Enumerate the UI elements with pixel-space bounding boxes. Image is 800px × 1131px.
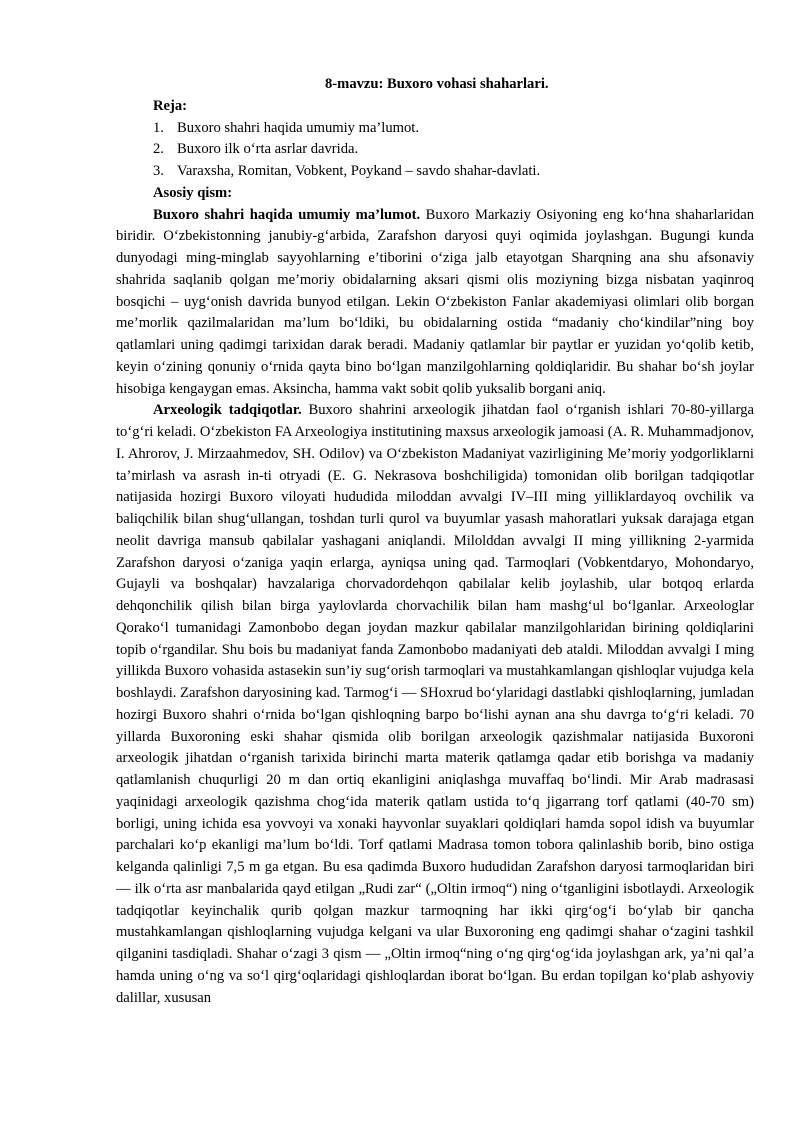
document-page bbox=[116, 74, 754, 1009]
plan-item-number: 2. bbox=[153, 141, 164, 158]
paragraph-archaeology bbox=[116, 400, 754, 1009]
document-title: 8-mavzu: Buxoro vohasi shaharlari. bbox=[325, 76, 549, 92]
plan-item-number: 1. bbox=[153, 119, 164, 136]
paragraph-general-info bbox=[116, 205, 754, 401]
main-section-heading: Asosiy qism: bbox=[153, 184, 233, 201]
plan-list bbox=[116, 118, 754, 183]
plan-heading: Reja: bbox=[153, 97, 188, 114]
paragraph-lead: Arxeologik tadqiqotlar. bbox=[153, 402, 302, 419]
plan-item-number: 3. bbox=[153, 163, 164, 179]
plan-item bbox=[116, 139, 754, 161]
plan-item bbox=[116, 161, 754, 183]
plan-item-text: Buxoro ilk o‘rta asrlar davrida. bbox=[177, 141, 359, 158]
plan-item bbox=[116, 118, 754, 140]
plan-item-text: Buxoro shahri haqida umumiy ma’lumot. bbox=[177, 119, 419, 136]
paragraph-lead: Buxoro shahri haqida umumiy ma’lumot. bbox=[153, 206, 421, 223]
paragraph-body: Buxoro Markaziy Osiyoning eng ko‘hna shaharlaridan biridir. O‘zbekistonning janubiy-g‘arbida, Zarafshon daryosi quyi oqimida joylashgan. Bugungi kunda dunyodagi ming-minglab sayyohlarning e’tiborini o‘ziga jalb etayotgan Sharqning ana shu afsonaviy shahrida saqlanib qolgan me’moriy obidalarning aksari qismi olis moziyning bizga nisbatan yaqinroq bosqichi – uyg‘onish davrida bunyod etilgan. Lekin O‘zbekiston Fanlar akademiyasi olimlari olib borgan me’morlik qazilmalaridan ma’lum bo‘ldiki, bu obidalarning ostida “madaniy cho‘kindilar”ning boy qatlamlari uning qadimgi tarixidan darak beradi. Madaniy qatlamlar bir paytlar er yuzidan yo‘qolib ketib, keyin o‘zining qonuniy o‘rnida qayta bino bo‘lgan manzilgohlarning qoldiqlaridir. Bu shahar bo‘sh joylar hisobiga kengaygan emas. Aksincha, hamma vakt sobit qolib yuksalib borgani aniq. bbox=[116, 206, 754, 397]
paragraph-body: Buxoro shahrini arxeologik jihatdan faol o‘rganish ishlari 70-80-yillarga to‘g‘ri keladi. O‘zbekiston FA Arxeologiya institutining maxsus arxeologik jamoasi (A. R. Muhammadjonov, I. Ahrorov, J. Mirzaahmedov, SH. Odilov) va O‘zbekiston Madaniyat vazirligining Me’moriy yodgorliklarni ta’mirlash va asrash in-ti otryadi (E. G. Nekrasova boshchiligida) tomonidan olib borilgan tadqiqotlar natijasida hozirgi Buxoro viloyati hududida miloddan avvalgi IV–III ming yilliklardayoq ovchilik va baliqchilik bilan shug‘ullangan, toshdan turli qurol va buyumlar yasash mahoratlari yuksak darajaga etgan neolit davriga mansub qabilalar yashagani aniqlandi. Milolddan avvalgi II ming yillikning 2-yarmida Zarafshon daryosi o‘zaniga yaqin erlarga, ayniqsa uning qad. Tarmoqlari (Vobkentdaryo, Mohondaryo, Gujayli va boshqalar) havzalariga chorvadordehqon qabilalar kelib joylashib, ular botqoq erlarda dehqonchilik qilish bilan birga yaylovlarda chorvachilik bilan ham mashg‘ul bo‘lganlar. Arxeologlar Qorako‘l tumanidagi Zamonbobo degan joydan mazkur qabilalar manzilgohlaridan birining qoldiqlarini topib o‘rgandilar. Shu bois bu madaniyat fanda Zamonbobo madaniyati deb ataldi. Miloddan avvalgi I ming yillikda Buxoro vohasida astasekin sun’iy sug‘orish tarmoqlari va mustahkamlangan qishloqlar vujudga kela boshlaydi. Zarafshon daryosining kad. Tarmog‘i — SHoxrud bo‘ylaridagi dastlabki qishloqlarning, jumladan hozirgi Buxoro shahri o‘rnida bo‘lgan qishloqning barpo bo‘lishi aynan ana shu davrga to‘g‘ri keladi. 70 yillarda Buxoroning eski shahar qismida olib borilgan arxeologik qazishmalar natijasida Buxoroni arxeologik jihatdan o‘rganish tarixida birinchi marta materik qatlamga qadar etib borishga va madaniy qatlamlanish chuqurligi 20 m dan ortiq ekanligini aniqlashga muvaffaq bo‘lindi. Mir Arab madrasasi yaqinidagi arxeologik qazishma chog‘ida materik qatlam ustida to‘q jigarrang torf qatlami (40-70 sm) borligi, uning ichida esa yovvoyi va xonaki hayvonlar suyaklari qoldiqlari hamda sopol idish va buyumlar parchalari ko‘p ekanligi ma’lum bo‘ldi. Torf qatlami Madrasa tomon tobora qalinlashib borib, bino ostiga kelganda qalinligi 7,5 m ga etgan. Bu esa qadimda Buxoro hududidan Zarafshon daryosi tarmoqlaridan biri — ilk o‘rta asr manbalarida qayd etilgan „Rudi zar“ („Oltin irmoq“) ning o‘tganligini isbotlaydi. Arxeologik tadqiqotlar keyinchalik qurib qolgan mazkur tarmoqning har ikki qirg‘og‘i bo‘ylab bir qancha mustahkamlangan qishloqlarning vujudga kelgani va ular Buxoroning eng qadimgi shahar o‘zagini tashkil qilganini tasdiqladi. Shahar o‘zagi 3 qism — „Oltin irmoq“ning o‘ng qirg‘og‘ida joylashgan ark, ya’ni qal’a hamda uning o‘ng va so‘l qirg‘oqlaridagi qishloqlardan iborat bo‘lgan. Bu erdan topilgan ko‘plab ashyoviy dalillar, xususan bbox=[116, 402, 754, 1006]
plan-item-text: Varaxsha, Romitan, Vobkent, Poykand – savdo shahar-davlati. bbox=[177, 163, 541, 179]
